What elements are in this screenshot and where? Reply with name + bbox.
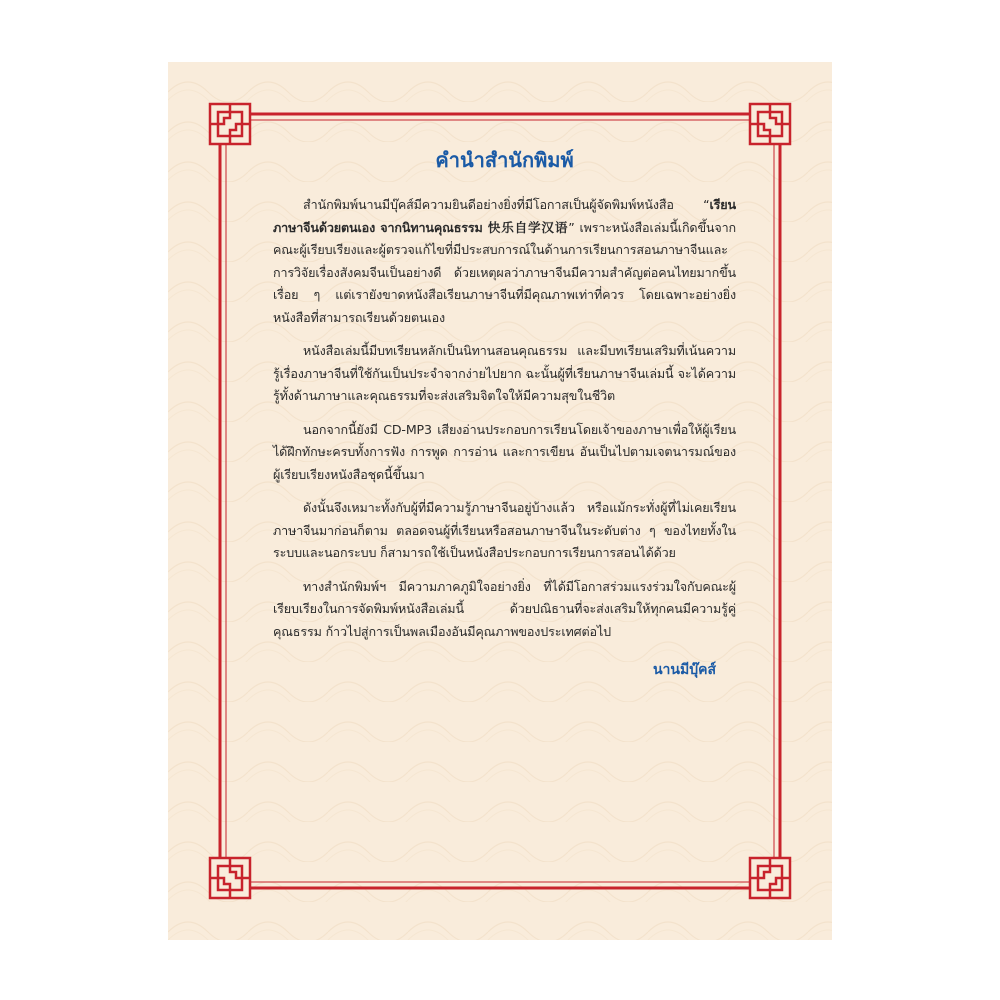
paragraph-1-before: สำนักพิมพ์นานมีบุ๊คส์มีความยินดีอย่างยิ่งที่มีโอกาสเป็นผู้จัดพิมพ์หนังสือ “ — [303, 197, 710, 212]
paragraph-2: หนังสือเล่มนี้มีบทเรียนหลักเป็นนิทานสอนคุณธรรม และมีบทเรียนเสริมที่เน้นความรู้เรื่องภาษาจีนที่ใช้กันเป็นประจำจากง่ายไปยาก ฉะนั้นผู้ที่เรียนภาษาจีนเล่มนี้ จะได้ความรู้ทั้งด้านภาษาและคุณธรรมที่จะส่งเสริมจิตใจให้มีความสุขในชีวิต — [273, 343, 736, 403]
document-body — [273, 144, 736, 681]
book-title: เรียนภาษาจีนด้วยตนเอง จากนิทานคุณธรรม 快乐自学汉语 — [273, 197, 736, 235]
document-page — [168, 62, 832, 940]
paragraph-4: ดังนั้นจึงเหมาะทั้งกับผู้ที่มีความรู้ภาษาจีนอยู่บ้างแล้ว หรือแม้กระทั่งผู้ที่ไม่เคยเรียนภาษาจีนมาก่อนก็ตาม ตลอดจนผู้ที่เรียนหรือสอนภาษาจีนในระดับต่าง ๆ ของไทยทั้งในระบบและนอกระบบ ก็สามารถใช้เป็นหนังสือประกอบการเรียนการสอนได้ด้วย — [273, 500, 736, 560]
paragraph-1-after: ” เพราะหนังสือเล่มนี้เกิดขึ้นจากคณะผู้เรียบเรียงและผู้ตรวจแก้ไขที่มีประสบการณ์ในด้านการเรียนการสอนภาษาจีนและการวิจัยเรื่องสังคมจีนเป็นอย่างดี ด้วยเหตุผลว่าภาษาจีนมีความสำคัญต่อคนไทยมากขึ้นเรื่อย ๆ แต่เรายังขาดหนังสือเรียนภาษาจีนที่มีคุณภาพเท่าที่ควร โดยเฉพาะอย่างยิ่งหนังสือที่สามารถเรียนด้วยตนเอง — [273, 219, 737, 325]
paragraph-3: นอกจากนี้ยังมี CD-MP3 เสียงอ่านประกอบการเรียนโดยเจ้าของภาษาเพื่อให้ผู้เรียนได้ฝึกทักษะครบทั้งการฟัง การพูด การอ่าน และการเขียน อันเป็นไปตามเจตนารมณ์ของผู้เรียบเรียงหนังสือชุดนี้ขึ้นมา — [273, 421, 736, 482]
paragraph-5: ทางสำนักพิมพ์ฯ มีความภาคภูมิใจอย่างยิ่ง ที่ได้มีโอกาสร่วมแรงร่วมใจกับคณะผู้เรียบเรียงในการจัดพิมพ์หนังสือเล่มนี้ ด้วยปณิธานที่จะส่งเสริมให้ทุกคนมีความรู้คู่คุณธรรม ก้าวไปสู่การเป็นพลเมืองอันมีคุณภาพของประเทศต่อไป — [273, 578, 736, 639]
corner-ornament-bottom-left — [210, 858, 250, 898]
corner-ornament-top-left — [210, 104, 250, 144]
page-title: คำนำสำนักพิมพ์ — [435, 148, 574, 172]
corner-ornament-bottom-right — [750, 858, 790, 898]
corner-ornament-top-right — [750, 104, 790, 144]
paragraph-1 — [273, 194, 736, 329]
publisher-signature: นานมีบุ๊คส์ — [652, 662, 716, 678]
